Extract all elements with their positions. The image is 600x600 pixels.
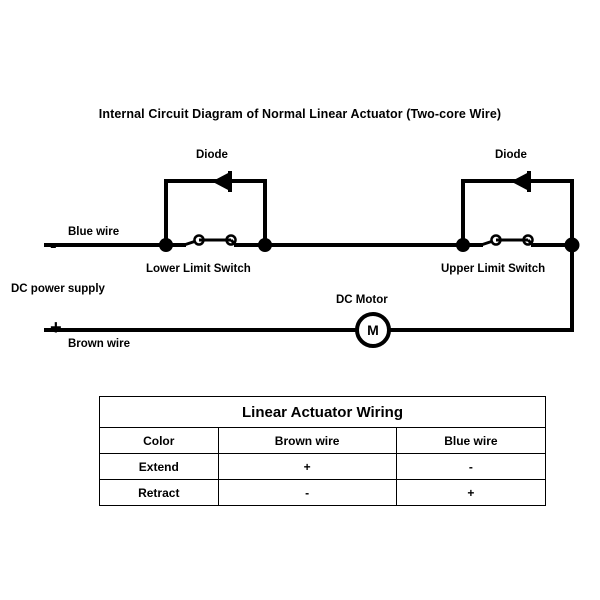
motor-symbol-letter: M [367,322,379,338]
junction-dot-right-in [456,238,470,252]
blue-wire-label: Blue wire [68,226,120,238]
dc-power-supply-label: DC power supply [11,283,105,295]
table-row [100,480,546,506]
dc-motor-label: DC Motor [336,294,388,306]
header-brown-wire: Brown wire [218,428,396,454]
diode-symbol-right [511,171,529,192]
table-row [100,454,546,480]
header-blue-wire: Blue wire [396,428,545,454]
wiring-table-title: Linear Actuator Wiring [100,397,546,428]
lower-limit-switch-label: Lower Limit Switch [146,263,251,275]
junction-dot-left-out [258,238,272,252]
wiring-table [99,396,546,506]
table-title-row [100,397,546,428]
row-extend-label: Extend [100,454,219,480]
row-retract-blue: + [396,480,545,506]
row-retract-label: Retract [100,480,219,506]
row-extend-brown: + [218,454,396,480]
row-retract-brown: - [218,480,396,506]
upper-limit-switch-symbol [481,236,533,246]
brown-wire-label: Brown wire [68,338,130,350]
row-extend-blue: - [396,454,545,480]
header-color: Color [100,428,219,454]
lower-limit-switch-symbol [184,236,236,246]
negative-terminal-sign: - [50,235,57,257]
diode-label-right: Diode [495,149,527,161]
diagram-title: Internal Circuit Diagram of Normal Linear Actuator (Two-core Wire) [98,107,502,121]
positive-terminal-sign: + [50,317,62,339]
table-header-row [100,428,546,454]
junction-dot-left-in [159,238,173,252]
junction-dot-right-out [565,238,580,253]
upper-limit-switch-label: Upper Limit Switch [441,263,546,275]
diode-label-left: Diode [196,149,228,161]
diode-symbol-left [212,171,230,192]
